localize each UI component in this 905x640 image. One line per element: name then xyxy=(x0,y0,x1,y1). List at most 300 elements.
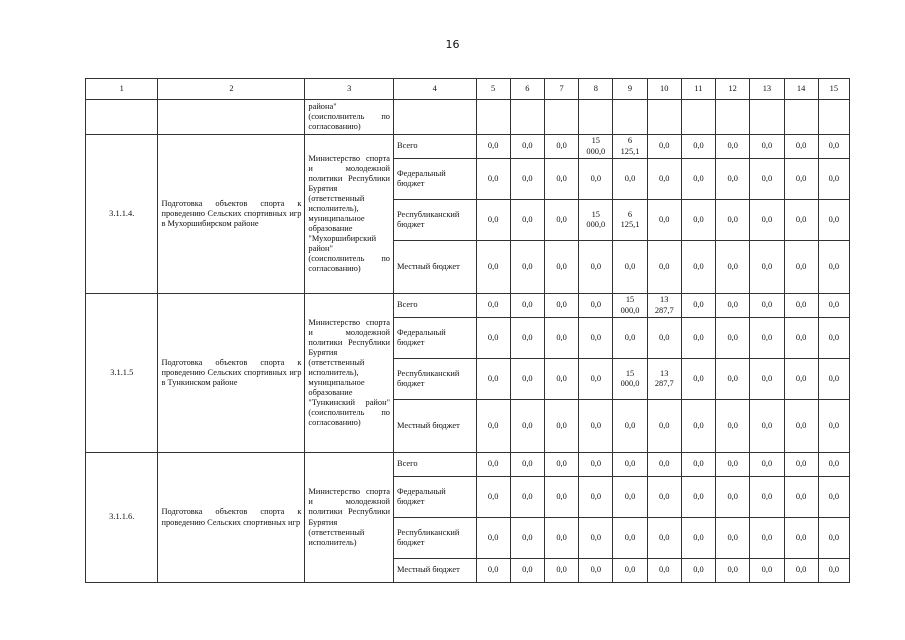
value-cell xyxy=(647,359,681,400)
value-cell xyxy=(510,241,544,294)
table-cell xyxy=(544,100,578,135)
funding-source: Всего xyxy=(394,453,477,477)
value-text: 0,0 xyxy=(828,565,840,575)
value-text: 13 287,7 xyxy=(654,368,674,388)
value-cell xyxy=(818,318,849,359)
value-text: 0,0 xyxy=(761,332,773,342)
value-text: 0,0 xyxy=(556,332,567,342)
value-cell xyxy=(579,200,613,241)
value-text: 0,0 xyxy=(727,459,738,469)
value-text: 0,0 xyxy=(828,373,840,383)
value-text: 0,0 xyxy=(693,459,704,469)
table-cell xyxy=(647,100,681,135)
value-cell xyxy=(510,559,544,583)
value-text: 0,0 xyxy=(522,300,533,310)
value-cell xyxy=(750,518,784,559)
value-text: 0,0 xyxy=(659,261,670,271)
value-text: 0,0 xyxy=(727,214,738,224)
header-cell: 14 xyxy=(784,79,818,100)
value-cell xyxy=(818,359,849,400)
value-text: 0,0 xyxy=(487,373,499,383)
header-cell: 11 xyxy=(681,79,715,100)
value-cell xyxy=(784,359,818,400)
value-text: 0,0 xyxy=(828,459,840,469)
value-cell xyxy=(544,453,578,477)
value-text: 0,0 xyxy=(727,261,738,271)
value-text: 0,0 xyxy=(828,261,840,271)
value-cell xyxy=(784,559,818,583)
value-text: 0,0 xyxy=(795,459,807,469)
header-cell: 4 xyxy=(394,79,477,100)
value-cell xyxy=(750,400,784,453)
value-cell xyxy=(681,518,715,559)
value-text: 0,0 xyxy=(828,332,840,342)
value-cell xyxy=(681,318,715,359)
value-text: 0,0 xyxy=(556,532,567,542)
value-cell xyxy=(544,159,578,200)
value-cell xyxy=(476,453,510,477)
value-text: 0,0 xyxy=(727,332,738,342)
value-cell xyxy=(476,200,510,241)
value-text: 0,0 xyxy=(487,420,499,430)
funding-source: Всего xyxy=(394,294,477,318)
value-text: 0,0 xyxy=(624,420,636,430)
table-cell xyxy=(394,100,477,135)
value-cell xyxy=(750,294,784,318)
value-cell xyxy=(750,359,784,400)
value-cell xyxy=(716,559,750,583)
funding-source: Республиканский бюджет xyxy=(394,200,477,241)
value-text: 0,0 xyxy=(590,459,602,469)
value-cell xyxy=(818,241,849,294)
value-text: 0,0 xyxy=(693,214,704,224)
value-text: 0,0 xyxy=(659,459,670,469)
funding-source: Всего xyxy=(394,135,477,159)
item-name: Подготовка объектов спорта к проведению Сельских спортивных игр в Тункинском районе xyxy=(158,294,305,453)
value-cell xyxy=(510,453,544,477)
header-cell: 6 xyxy=(510,79,544,100)
value-text: 0,0 xyxy=(487,141,499,151)
value-cell xyxy=(510,477,544,518)
executor-cell: района" (соисполнитель по согласованию) xyxy=(305,100,394,135)
value-cell xyxy=(476,294,510,318)
value-cell xyxy=(579,400,613,453)
value-cell xyxy=(716,477,750,518)
value-cell xyxy=(818,518,849,559)
value-cell xyxy=(784,241,818,294)
value-cell xyxy=(681,241,715,294)
value-text: 0,0 xyxy=(795,261,807,271)
value-cell xyxy=(647,135,681,159)
value-cell xyxy=(613,477,647,518)
value-text: 0,0 xyxy=(828,420,840,430)
value-text: 0,0 xyxy=(659,491,670,501)
value-cell xyxy=(613,159,647,200)
value-text: 0,0 xyxy=(693,300,704,310)
value-cell xyxy=(476,559,510,583)
value-cell xyxy=(784,294,818,318)
value-cell xyxy=(647,518,681,559)
value-text: 0,0 xyxy=(727,300,738,310)
value-text: 0,0 xyxy=(487,491,499,501)
value-cell xyxy=(750,200,784,241)
item-name: Подготовка объектов спорта к проведению Сельских спортивных игр xyxy=(158,453,305,583)
value-text: 0,0 xyxy=(761,300,773,310)
value-cell xyxy=(681,359,715,400)
value-cell xyxy=(750,453,784,477)
value-cell xyxy=(613,135,647,159)
value-text: 0,0 xyxy=(727,565,738,575)
header-cell: 1 xyxy=(86,79,158,100)
funding-source: Местный бюджет xyxy=(394,400,477,453)
value-cell xyxy=(716,359,750,400)
value-text: 15 000,0 xyxy=(620,368,640,388)
value-text: 0,0 xyxy=(522,214,533,224)
table-cell xyxy=(818,100,849,135)
header-cell: 13 xyxy=(750,79,784,100)
value-text: 0,0 xyxy=(556,491,567,501)
value-cell xyxy=(784,200,818,241)
item-name: Подготовка объектов спорта к проведению Сельских спортивных игр в Мухоршибирском районе xyxy=(158,135,305,294)
value-cell xyxy=(784,518,818,559)
table-cell xyxy=(86,100,158,135)
value-cell xyxy=(544,318,578,359)
value-cell xyxy=(716,159,750,200)
value-text: 0,0 xyxy=(556,373,567,383)
value-cell xyxy=(681,294,715,318)
value-cell xyxy=(750,135,784,159)
page-number: 16 xyxy=(445,38,460,51)
value-text: 0,0 xyxy=(795,300,807,310)
value-cell xyxy=(476,241,510,294)
table-cell xyxy=(158,100,305,135)
item-number: 3.1.1.4. xyxy=(86,135,158,294)
value-cell xyxy=(579,453,613,477)
value-cell xyxy=(681,559,715,583)
value-cell xyxy=(510,294,544,318)
value-cell xyxy=(818,453,849,477)
value-cell xyxy=(613,359,647,400)
value-cell xyxy=(579,559,613,583)
value-cell xyxy=(544,135,578,159)
value-cell xyxy=(613,400,647,453)
funding-source: Федеральный бюджет xyxy=(394,477,477,518)
value-cell xyxy=(647,477,681,518)
value-cell xyxy=(750,318,784,359)
value-text: 0,0 xyxy=(659,565,670,575)
value-cell xyxy=(476,159,510,200)
value-text: 15 000,0 xyxy=(586,136,606,156)
value-text: 13 287,7 xyxy=(654,295,674,315)
value-text: 0,0 xyxy=(522,173,533,183)
header-row xyxy=(86,79,850,100)
value-cell xyxy=(544,477,578,518)
value-text: 0,0 xyxy=(624,532,636,542)
value-cell xyxy=(784,135,818,159)
value-cell xyxy=(544,200,578,241)
value-cell xyxy=(716,318,750,359)
value-cell xyxy=(510,359,544,400)
item-number: 3.1.1.6. xyxy=(86,453,158,583)
value-cell xyxy=(750,559,784,583)
value-text: 0,0 xyxy=(590,332,602,342)
value-text: 0,0 xyxy=(659,173,670,183)
value-cell xyxy=(544,359,578,400)
value-text: 0,0 xyxy=(727,141,738,151)
funding-source: Федеральный бюджет xyxy=(394,159,477,200)
value-text: 0,0 xyxy=(590,373,602,383)
table-cell xyxy=(579,100,613,135)
continuation-row xyxy=(86,100,850,135)
value-text: 0,0 xyxy=(761,173,773,183)
value-text: 0,0 xyxy=(522,332,533,342)
value-cell xyxy=(818,294,849,318)
value-text: 0,0 xyxy=(795,420,807,430)
executor-cell: Министерство спорта и молодежной политики Республики Бурятия (ответственный исполнитель), муниципальное образование "Мухоршибирский район" (соисполнитель по согласованию) xyxy=(305,135,394,294)
value-text: 0,0 xyxy=(522,261,533,271)
value-text: 0,0 xyxy=(727,491,738,501)
value-cell xyxy=(681,135,715,159)
value-text: 0,0 xyxy=(693,532,704,542)
value-text: 6 125,1 xyxy=(620,136,640,156)
value-cell xyxy=(579,318,613,359)
value-text: 0,0 xyxy=(624,261,636,271)
value-text: 0,0 xyxy=(795,532,807,542)
value-cell xyxy=(818,200,849,241)
value-cell xyxy=(579,241,613,294)
value-text: 0,0 xyxy=(795,565,807,575)
value-cell xyxy=(544,294,578,318)
value-text: 0,0 xyxy=(693,332,704,342)
value-cell xyxy=(647,318,681,359)
value-cell xyxy=(613,294,647,318)
value-text: 0,0 xyxy=(828,141,840,151)
value-text: 0,0 xyxy=(693,491,704,501)
executor-cell: Министерство спорта и молодежной политики Республики Бурятия (ответственный исполнитель), муниципальное образование "Тункинский район" (соисполнитель по согласованию) xyxy=(305,294,394,453)
budget-table xyxy=(85,78,850,583)
value-cell xyxy=(818,400,849,453)
table-cell xyxy=(510,100,544,135)
value-cell xyxy=(613,241,647,294)
value-text: 0,0 xyxy=(761,565,773,575)
value-cell xyxy=(476,318,510,359)
value-cell xyxy=(613,453,647,477)
value-text: 6 125,1 xyxy=(620,209,640,229)
value-text: 0,0 xyxy=(693,373,704,383)
value-cell xyxy=(647,400,681,453)
value-text: 0,0 xyxy=(693,173,704,183)
value-cell xyxy=(647,241,681,294)
table-cell xyxy=(476,100,510,135)
value-cell xyxy=(647,453,681,477)
value-text: 0,0 xyxy=(624,459,636,469)
value-cell xyxy=(613,559,647,583)
value-text: 0,0 xyxy=(522,532,533,542)
value-text: 0,0 xyxy=(487,214,499,224)
header-cell: 9 xyxy=(613,79,647,100)
value-cell xyxy=(476,135,510,159)
value-text: 0,0 xyxy=(556,141,567,151)
value-text: 0,0 xyxy=(659,420,670,430)
value-text: 0,0 xyxy=(761,261,773,271)
value-cell xyxy=(579,477,613,518)
value-cell xyxy=(579,135,613,159)
value-text: 0,0 xyxy=(556,420,567,430)
value-cell xyxy=(613,200,647,241)
value-cell xyxy=(544,559,578,583)
value-text: 0,0 xyxy=(522,491,533,501)
value-text: 0,0 xyxy=(556,300,567,310)
value-text: 0,0 xyxy=(556,173,567,183)
value-text: 0,0 xyxy=(590,565,602,575)
value-cell xyxy=(784,453,818,477)
value-cell xyxy=(544,518,578,559)
table-cell xyxy=(681,100,715,135)
value-text: 0,0 xyxy=(795,173,807,183)
value-cell xyxy=(544,400,578,453)
value-text: 0,0 xyxy=(556,214,567,224)
value-cell xyxy=(716,294,750,318)
value-text: 0,0 xyxy=(828,300,840,310)
value-text: 0,0 xyxy=(487,261,499,271)
value-text: 0,0 xyxy=(522,373,533,383)
value-text: 0,0 xyxy=(624,491,636,501)
value-cell xyxy=(476,477,510,518)
value-text: 0,0 xyxy=(487,300,499,310)
value-cell xyxy=(510,400,544,453)
value-text: 0,0 xyxy=(624,173,636,183)
value-text: 0,0 xyxy=(590,532,602,542)
value-cell xyxy=(544,241,578,294)
table-cell xyxy=(613,100,647,135)
value-text: 0,0 xyxy=(761,532,773,542)
value-cell xyxy=(476,359,510,400)
value-cell xyxy=(818,559,849,583)
value-cell xyxy=(716,518,750,559)
value-text: 0,0 xyxy=(590,261,602,271)
header-cell: 7 xyxy=(544,79,578,100)
value-cell xyxy=(579,294,613,318)
value-text: 0,0 xyxy=(487,532,499,542)
value-text: 0,0 xyxy=(795,214,807,224)
value-cell xyxy=(579,518,613,559)
value-text: 0,0 xyxy=(522,141,533,151)
value-cell xyxy=(716,241,750,294)
value-cell xyxy=(579,159,613,200)
value-text: 0,0 xyxy=(828,532,840,542)
value-text: 15 000,0 xyxy=(586,209,606,229)
header-cell: 15 xyxy=(818,79,849,100)
value-text: 0,0 xyxy=(659,214,670,224)
value-cell xyxy=(510,200,544,241)
value-cell xyxy=(476,400,510,453)
value-cell xyxy=(750,159,784,200)
value-cell xyxy=(681,200,715,241)
value-cell xyxy=(716,200,750,241)
header-cell: 3 xyxy=(305,79,394,100)
value-cell xyxy=(647,294,681,318)
value-text: 0,0 xyxy=(590,173,602,183)
executor-cell: Министерство спорта и молодежной политики Республики Бурятия (ответственный исполнитель) xyxy=(305,453,394,583)
value-text: 0,0 xyxy=(522,420,533,430)
value-cell xyxy=(681,159,715,200)
header-cell: 10 xyxy=(647,79,681,100)
value-cell xyxy=(716,453,750,477)
value-text: 0,0 xyxy=(556,459,567,469)
value-text: 0,0 xyxy=(828,491,840,501)
value-text: 0,0 xyxy=(590,420,602,430)
value-text: 0,0 xyxy=(795,373,807,383)
value-text: 0,0 xyxy=(659,141,670,151)
table-row xyxy=(86,135,850,159)
value-text: 0,0 xyxy=(659,532,670,542)
value-cell xyxy=(818,159,849,200)
value-text: 0,0 xyxy=(761,420,773,430)
value-text: 0,0 xyxy=(556,261,567,271)
header-cell: 8 xyxy=(579,79,613,100)
value-text: 0,0 xyxy=(590,300,602,310)
value-cell xyxy=(647,200,681,241)
value-text: 0,0 xyxy=(761,214,773,224)
value-text: 0,0 xyxy=(761,141,773,151)
header-cell: 12 xyxy=(716,79,750,100)
funding-source: Республиканский бюджет xyxy=(394,359,477,400)
value-cell xyxy=(784,318,818,359)
funding-source: Местный бюджет xyxy=(394,241,477,294)
value-cell xyxy=(510,135,544,159)
value-text: 0,0 xyxy=(828,173,840,183)
value-cell xyxy=(613,518,647,559)
value-cell xyxy=(613,318,647,359)
value-text: 0,0 xyxy=(487,565,499,575)
value-cell xyxy=(818,135,849,159)
value-cell xyxy=(784,400,818,453)
value-cell xyxy=(647,159,681,200)
value-text: 0,0 xyxy=(624,565,636,575)
value-cell xyxy=(681,477,715,518)
value-text: 0,0 xyxy=(659,332,670,342)
value-text: 0,0 xyxy=(556,565,567,575)
value-text: 15 000,0 xyxy=(620,295,640,315)
value-cell xyxy=(647,559,681,583)
value-text: 0,0 xyxy=(693,565,704,575)
item-number: 3.1.1.5 xyxy=(86,294,158,453)
value-text: 0,0 xyxy=(828,214,840,224)
value-text: 0,0 xyxy=(693,141,704,151)
value-text: 0,0 xyxy=(795,332,807,342)
value-text: 0,0 xyxy=(487,332,499,342)
table-cell xyxy=(784,100,818,135)
table-cell xyxy=(716,100,750,135)
value-text: 0,0 xyxy=(761,491,773,501)
value-cell xyxy=(681,453,715,477)
header-cell: 5 xyxy=(476,79,510,100)
value-cell xyxy=(716,135,750,159)
value-text: 0,0 xyxy=(522,565,533,575)
value-text: 0,0 xyxy=(624,332,636,342)
value-text: 0,0 xyxy=(693,261,704,271)
value-cell xyxy=(716,400,750,453)
value-text: 0,0 xyxy=(522,459,533,469)
value-text: 0,0 xyxy=(761,373,773,383)
table-row xyxy=(86,294,850,318)
value-cell xyxy=(681,400,715,453)
value-cell xyxy=(510,318,544,359)
value-cell xyxy=(476,518,510,559)
table-row xyxy=(86,453,850,477)
value-text: 0,0 xyxy=(727,420,738,430)
value-text: 0,0 xyxy=(727,173,738,183)
